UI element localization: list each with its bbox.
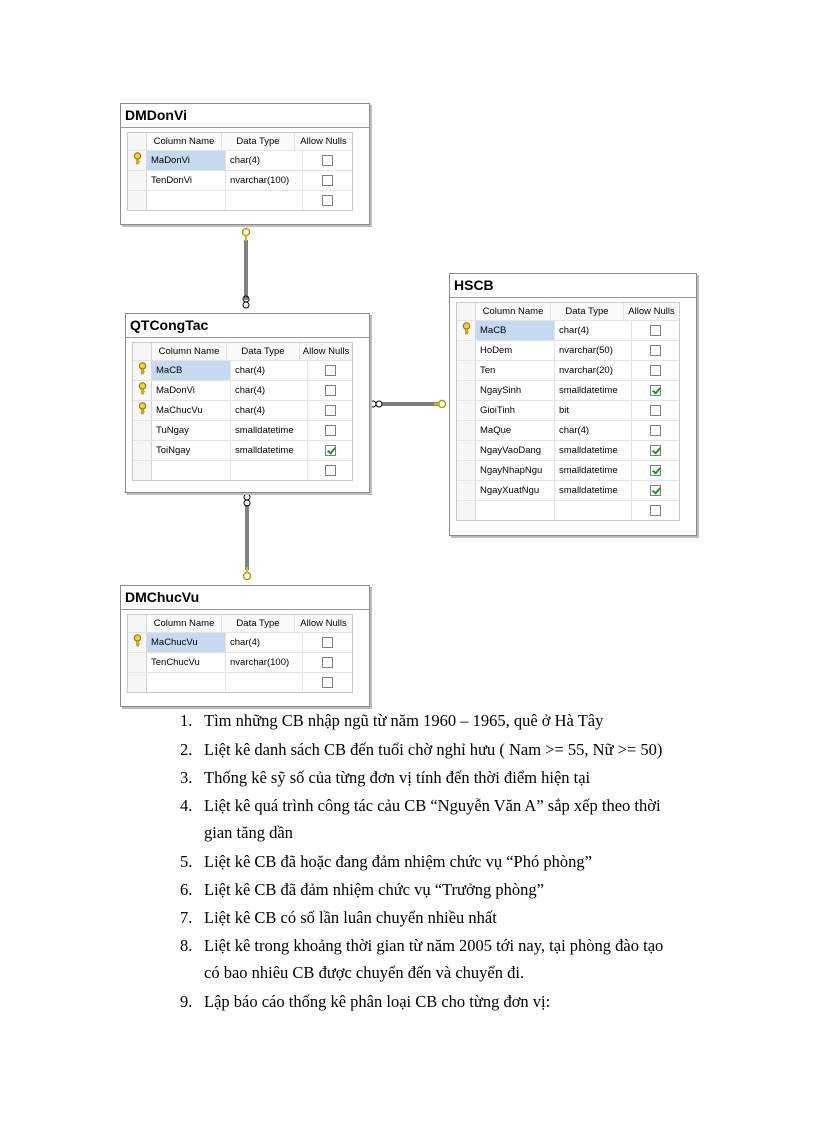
allow-nulls-cell[interactable] bbox=[632, 461, 679, 480]
row-selector bbox=[133, 343, 152, 360]
list-item: 1. Tìm những CB nhập ngũ từ năm 1960 – 1965, quê ở Hà Tây bbox=[180, 711, 604, 730]
data-type-cell[interactable] bbox=[226, 191, 303, 210]
allow-nulls-cell[interactable] bbox=[308, 461, 352, 480]
new-column-row[interactable] bbox=[133, 461, 352, 480]
column-name-cell[interactable] bbox=[476, 501, 555, 520]
data-type-cell[interactable]: nvarchar(100) bbox=[226, 653, 303, 672]
column-name-cell[interactable]: MaCB bbox=[152, 361, 231, 380]
row-selector[interactable] bbox=[457, 341, 476, 360]
data-type-cell[interactable]: bit bbox=[555, 401, 632, 420]
table-row[interactable] bbox=[128, 653, 352, 673]
table-row[interactable] bbox=[128, 633, 352, 653]
primary-key-icon bbox=[137, 382, 148, 400]
column-name-cell[interactable]: MaDonVi bbox=[152, 381, 231, 400]
allow-nulls-cell[interactable] bbox=[632, 401, 679, 420]
column-grid bbox=[132, 342, 353, 481]
allow-nulls-checkbox[interactable] bbox=[325, 385, 336, 396]
column-grid bbox=[456, 302, 680, 521]
primary-key-icon bbox=[137, 402, 148, 420]
column-name-cell[interactable]: TenChucVu bbox=[147, 653, 226, 672]
row-selector[interactable] bbox=[457, 501, 476, 520]
allow-nulls-cell[interactable] bbox=[303, 191, 352, 210]
column-name-cell[interactable]: NgaySinh bbox=[476, 381, 555, 400]
allow-nulls-checkbox[interactable] bbox=[322, 657, 333, 668]
table-row[interactable] bbox=[133, 441, 352, 461]
column-name-cell[interactable]: TenDonVi bbox=[147, 171, 226, 190]
list-item: 9. Lập báo cáo thống kê phân loại CB cho từng đơn vị: bbox=[180, 992, 551, 1011]
column-name-cell[interactable]: TuNgay bbox=[152, 421, 231, 440]
list-item-continuation: có bao nhiêu CB được chuyển đến và chuyển đi. bbox=[204, 963, 525, 982]
table-row[interactable] bbox=[457, 481, 679, 501]
allow-nulls-checkbox[interactable] bbox=[322, 677, 333, 688]
row-selector[interactable] bbox=[128, 151, 147, 170]
column-name-cell[interactable]: Ten bbox=[476, 361, 555, 380]
data-type-cell[interactable]: char(4) bbox=[231, 361, 308, 380]
column-name-cell[interactable]: NgayXuatNgu bbox=[476, 481, 555, 500]
table-title: DMDonVi bbox=[121, 104, 369, 128]
table-row[interactable] bbox=[457, 321, 679, 341]
table-row[interactable] bbox=[457, 401, 679, 421]
table-row[interactable] bbox=[128, 171, 352, 191]
allow-nulls-cell[interactable] bbox=[632, 441, 679, 460]
data-type-cell[interactable]: smalldatetime bbox=[555, 461, 632, 480]
table-dmchucvu[interactable] bbox=[120, 585, 370, 707]
allow-nulls-cell[interactable] bbox=[632, 421, 679, 440]
list-item: 2. Liệt kê danh sách CB đến tuổi chờ nghỉ hưu ( Nam >= 55, Nữ >= 50) bbox=[180, 740, 663, 759]
allow-nulls-cell[interactable] bbox=[303, 673, 352, 692]
table-qtcongtac[interactable] bbox=[125, 313, 370, 493]
allow-nulls-checkbox[interactable] bbox=[322, 637, 333, 648]
allow-nulls-cell[interactable] bbox=[308, 401, 352, 420]
row-selector[interactable] bbox=[457, 461, 476, 480]
key-end-icon bbox=[243, 229, 250, 242]
new-column-row[interactable] bbox=[128, 673, 352, 692]
header-data-type: Data Type bbox=[551, 303, 624, 320]
allow-nulls-cell[interactable] bbox=[632, 341, 679, 360]
allow-nulls-checkbox[interactable] bbox=[325, 445, 336, 456]
primary-key-icon bbox=[461, 322, 472, 340]
header-column-name: Column Name bbox=[147, 133, 222, 150]
allow-nulls-cell[interactable] bbox=[303, 151, 352, 170]
column-grid bbox=[127, 614, 353, 693]
table-dmdonvi[interactable] bbox=[120, 103, 370, 225]
allow-nulls-cell[interactable] bbox=[632, 501, 679, 520]
column-name-cell[interactable]: MaChucVu bbox=[152, 401, 231, 420]
row-selector[interactable] bbox=[133, 461, 152, 480]
new-column-row[interactable] bbox=[457, 501, 679, 520]
data-type-cell[interactable]: char(4) bbox=[231, 381, 308, 400]
allow-nulls-cell[interactable] bbox=[632, 321, 679, 340]
table-row[interactable] bbox=[133, 381, 352, 401]
header-allow-nulls: Allow Nulls bbox=[300, 136, 347, 147]
column-name-cell[interactable]: MaChucVu bbox=[147, 633, 226, 652]
allow-nulls-checkbox[interactable] bbox=[650, 505, 661, 516]
allow-nulls-checkbox[interactable] bbox=[325, 365, 336, 376]
table-row[interactable] bbox=[128, 151, 352, 171]
key-end-icon bbox=[244, 567, 251, 580]
primary-key-icon bbox=[137, 362, 148, 380]
list-item: 5. Liệt kê CB đã hoặc đang đảm nhiệm chức vụ “Phó phòng” bbox=[180, 852, 592, 871]
allow-nulls-cell[interactable] bbox=[308, 381, 352, 400]
row-selector[interactable] bbox=[457, 441, 476, 460]
allow-nulls-checkbox[interactable] bbox=[650, 485, 661, 496]
data-type-cell[interactable]: smalldatetime bbox=[555, 381, 632, 400]
header-allow-nulls: Allow Nulls bbox=[628, 306, 675, 317]
header-allow-nulls: Allow Nulls bbox=[302, 346, 350, 357]
table-row[interactable] bbox=[457, 461, 679, 481]
allow-nulls-checkbox[interactable] bbox=[322, 155, 333, 166]
header-data-type: Data Type bbox=[222, 615, 295, 632]
header-data-type: Data Type bbox=[227, 343, 300, 360]
allow-nulls-checkbox[interactable] bbox=[650, 365, 661, 376]
infinity-end-icon bbox=[244, 494, 250, 506]
allow-nulls-cell[interactable] bbox=[632, 381, 679, 400]
row-selector[interactable] bbox=[128, 171, 147, 190]
data-type-cell[interactable]: nvarchar(100) bbox=[226, 171, 303, 190]
table-row[interactable] bbox=[457, 361, 679, 381]
grid-header-row bbox=[128, 615, 352, 633]
list-item: 7. Liệt kê CB có số lần luân chuyển nhiều nhất bbox=[180, 908, 497, 927]
table-hscb[interactable] bbox=[449, 273, 697, 536]
data-type-cell[interactable] bbox=[231, 461, 308, 480]
allow-nulls-cell[interactable] bbox=[308, 421, 352, 440]
allow-nulls-cell[interactable] bbox=[308, 361, 352, 380]
column-name-cell[interactable]: NgayNhapNgu bbox=[476, 461, 555, 480]
data-type-cell[interactable]: char(4) bbox=[555, 321, 632, 340]
row-selector[interactable] bbox=[457, 321, 476, 340]
column-name-cell[interactable]: GioiTinh bbox=[476, 401, 555, 420]
row-selector[interactable] bbox=[133, 401, 152, 420]
table-row[interactable] bbox=[457, 421, 679, 441]
row-selector bbox=[128, 133, 147, 150]
data-type-cell[interactable]: char(4) bbox=[226, 633, 303, 652]
allow-nulls-checkbox[interactable] bbox=[325, 405, 336, 416]
relationship-dmdonvi-qtcongtac bbox=[243, 229, 250, 309]
table-title: DMChucVu bbox=[121, 586, 369, 610]
row-selector[interactable] bbox=[457, 421, 476, 440]
column-name-cell[interactable]: NgayVaoDang bbox=[476, 441, 555, 460]
column-name-cell[interactable] bbox=[147, 673, 226, 692]
header-column-name: Column Name bbox=[147, 615, 222, 632]
allow-nulls-cell[interactable] bbox=[632, 481, 679, 500]
relationship-qtcongtac-hscb bbox=[370, 401, 446, 408]
allow-nulls-checkbox[interactable] bbox=[322, 175, 333, 186]
column-name-cell[interactable]: HoDem bbox=[476, 341, 555, 360]
table-row[interactable] bbox=[457, 381, 679, 401]
header-data-type: Data Type bbox=[222, 133, 295, 150]
table-row[interactable] bbox=[133, 361, 352, 381]
column-name-cell[interactable] bbox=[152, 461, 231, 480]
list-item: 8. Liệt kê trong khoảng thời gian từ năm 2005 tới nay, tại phòng đào tạo bbox=[180, 936, 664, 955]
list-item-continuation: gian tăng dần bbox=[204, 823, 293, 842]
table-title: QTCongTac bbox=[126, 314, 369, 338]
data-type-cell[interactable]: nvarchar(50) bbox=[555, 341, 632, 360]
column-name-cell[interactable]: MaCB bbox=[476, 321, 555, 340]
table-row[interactable] bbox=[133, 421, 352, 441]
row-selector[interactable] bbox=[128, 653, 147, 672]
data-type-cell[interactable]: nvarchar(20) bbox=[555, 361, 632, 380]
column-name-cell[interactable]: MaDonVi bbox=[147, 151, 226, 170]
row-selector[interactable] bbox=[457, 381, 476, 400]
allow-nulls-checkbox[interactable] bbox=[650, 425, 661, 436]
new-column-row[interactable] bbox=[128, 191, 352, 210]
allow-nulls-checkbox[interactable] bbox=[650, 405, 661, 416]
allow-nulls-cell[interactable] bbox=[308, 441, 352, 460]
list-item: 6. Liệt kê CB đã đảm nhiệm chức vụ “Trưởng phòng” bbox=[180, 880, 544, 899]
row-selector bbox=[128, 615, 147, 632]
column-grid bbox=[127, 132, 353, 211]
table-title: HSCB bbox=[450, 274, 696, 298]
data-type-cell[interactable] bbox=[226, 673, 303, 692]
allow-nulls-checkbox[interactable] bbox=[322, 195, 333, 206]
row-selector[interactable] bbox=[128, 633, 147, 652]
row-selector[interactable] bbox=[457, 481, 476, 500]
allow-nulls-cell[interactable] bbox=[303, 171, 352, 190]
column-name-cell[interactable] bbox=[147, 191, 226, 210]
row-selector[interactable] bbox=[133, 441, 152, 460]
row-selector[interactable] bbox=[457, 361, 476, 380]
data-type-cell[interactable]: char(4) bbox=[226, 151, 303, 170]
data-type-cell[interactable]: smalldatetime bbox=[231, 441, 308, 460]
header-column-name: Column Name bbox=[152, 343, 227, 360]
data-type-cell[interactable]: smalldatetime bbox=[231, 421, 308, 440]
allow-nulls-cell[interactable] bbox=[303, 653, 352, 672]
infinity-end-icon bbox=[370, 401, 382, 407]
header-column-name: Column Name bbox=[476, 303, 551, 320]
grid-header-row bbox=[128, 133, 352, 151]
table-row[interactable] bbox=[457, 441, 679, 461]
header-allow-nulls: Allow Nulls bbox=[300, 618, 347, 629]
row-selector bbox=[457, 303, 476, 320]
grid-header-row bbox=[133, 343, 352, 361]
row-selector[interactable] bbox=[133, 381, 152, 400]
allow-nulls-cell[interactable] bbox=[303, 633, 352, 652]
allow-nulls-checkbox[interactable] bbox=[650, 465, 661, 476]
primary-key-icon bbox=[132, 152, 143, 170]
allow-nulls-checkbox[interactable] bbox=[650, 345, 661, 356]
row-selector[interactable] bbox=[133, 361, 152, 380]
primary-key-icon bbox=[132, 634, 143, 652]
data-type-cell[interactable]: char(4) bbox=[231, 401, 308, 420]
allow-nulls-checkbox[interactable] bbox=[650, 445, 661, 456]
allow-nulls-cell[interactable] bbox=[632, 361, 679, 380]
data-type-cell[interactable]: smalldatetime bbox=[555, 441, 632, 460]
allow-nulls-checkbox[interactable] bbox=[325, 465, 336, 476]
table-row[interactable] bbox=[457, 341, 679, 361]
relationship-qtcongtac-dmchucvu bbox=[244, 494, 251, 580]
allow-nulls-checkbox[interactable] bbox=[650, 385, 661, 396]
data-type-cell[interactable]: smalldatetime bbox=[555, 481, 632, 500]
list-item: 3. Thống kê sỹ số của từng đơn vị tính đến thời điểm hiện tại bbox=[180, 768, 591, 787]
row-selector[interactable] bbox=[133, 421, 152, 440]
allow-nulls-checkbox[interactable] bbox=[650, 325, 661, 336]
column-name-cell[interactable]: MaQue bbox=[476, 421, 555, 440]
list-item: 4. Liệt kê quá trình công tác cảu CB “Nguyễn Văn A” sắp xếp theo thời bbox=[180, 796, 661, 815]
row-selector[interactable] bbox=[128, 673, 147, 692]
table-row[interactable] bbox=[133, 401, 352, 421]
key-end-icon bbox=[434, 401, 446, 408]
column-name-cell[interactable]: ToiNgay bbox=[152, 441, 231, 460]
data-type-cell[interactable] bbox=[555, 501, 632, 520]
data-type-cell[interactable]: char(4) bbox=[555, 421, 632, 440]
allow-nulls-checkbox[interactable] bbox=[325, 425, 336, 436]
row-selector[interactable] bbox=[457, 401, 476, 420]
grid-header-row bbox=[457, 303, 679, 321]
row-selector[interactable] bbox=[128, 191, 147, 210]
